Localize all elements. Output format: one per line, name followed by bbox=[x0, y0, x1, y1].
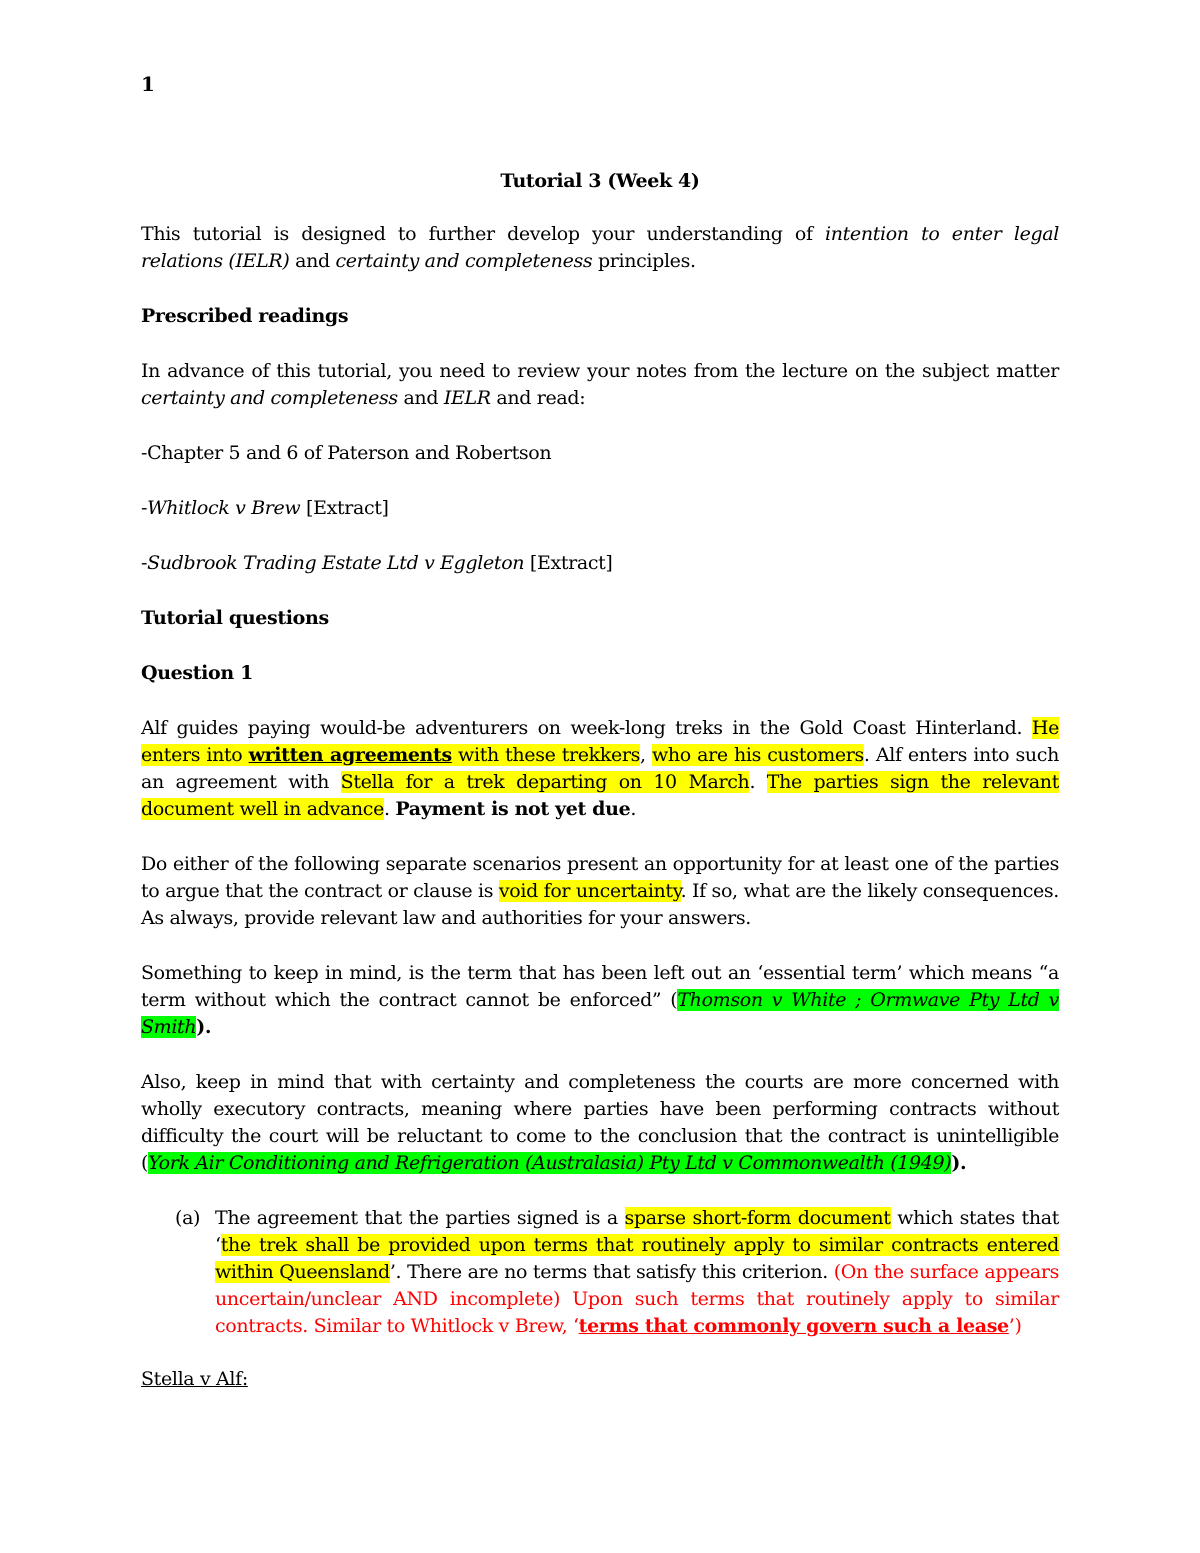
intro-text: This tutorial is designed to further develop your understanding of bbox=[141, 223, 826, 245]
reading-item-3 bbox=[141, 550, 1059, 577]
intro-text: and bbox=[289, 250, 336, 272]
document-body bbox=[141, 168, 1059, 1421]
readings-paragraph bbox=[141, 358, 1059, 412]
scenario-annotation-quote: terms that commonly govern such a lease bbox=[578, 1315, 1009, 1337]
readings-text: and read: bbox=[490, 387, 586, 409]
facts-highlight: with these trekkers bbox=[451, 744, 641, 766]
keep-in-mind-executory bbox=[141, 1069, 1059, 1177]
facts-highlight: He enters into bbox=[141, 717, 1059, 766]
question-1-task bbox=[141, 851, 1059, 932]
facts-text: . Alf enters into such an agreement with bbox=[141, 744, 1059, 793]
note-text: ). bbox=[196, 1016, 212, 1038]
facts-text: , bbox=[640, 744, 652, 766]
intro-paragraph bbox=[141, 221, 1059, 275]
task-highlight: void for uncertainty bbox=[498, 880, 681, 902]
reading-extract: [Extract] bbox=[300, 497, 389, 519]
readings-heading: Prescribed readings bbox=[141, 305, 349, 327]
scenario-highlight: sparse short-form document bbox=[624, 1207, 891, 1229]
reading-dash: - bbox=[141, 497, 148, 519]
task-text: Do either of the following separate scenarios present an opportunity for at least one of the parties to argue that the contract or clause is bbox=[141, 853, 1059, 902]
scenario-highlight: the trek shall be provided upon terms that routinely apply to similar contracts entered within Queensland bbox=[215, 1234, 1059, 1283]
reading-item-1: -Chapter 5 and 6 of Paterson and Robertson bbox=[141, 442, 552, 464]
page-number: 1 bbox=[141, 72, 155, 96]
intro-ielr: intention to enter legal relations (IELR) bbox=[141, 223, 1059, 272]
reading-item-2 bbox=[141, 495, 1059, 522]
reading-extract: [Extract] bbox=[524, 552, 613, 574]
note-case-highlight: York Air Conditioning and Refrigeration (Australasia) Pty Ltd v Commonwealth (1949) bbox=[148, 1152, 952, 1174]
facts-highlight: The parties sign the relevant document well in advance bbox=[141, 771, 1059, 820]
readings-certainty: certainty and completeness bbox=[141, 387, 398, 409]
scenario-text: which states that ‘ bbox=[215, 1207, 1059, 1256]
facts-highlight: who are his customers bbox=[651, 744, 864, 766]
note-text: ). bbox=[951, 1152, 967, 1174]
scenario-text: ’. There are no terms that satisfy this criterion. bbox=[389, 1261, 834, 1283]
facts-text: Alf guides paying would-be adventurers on week-long treks in the Gold Coast Hinterland. bbox=[141, 717, 1032, 739]
facts-text: . bbox=[383, 798, 396, 820]
scenario-a bbox=[141, 1205, 1059, 1340]
readings-ielr: IELR bbox=[443, 387, 491, 409]
question-1-facts bbox=[141, 715, 1059, 823]
keep-in-mind-essential-term bbox=[141, 960, 1059, 1041]
stella-v-alf-heading: Stella v Alf: bbox=[141, 1368, 248, 1390]
facts-written-agreements: written agreements bbox=[248, 744, 452, 766]
facts-text: . bbox=[749, 771, 767, 793]
reading-dash: - bbox=[141, 552, 148, 574]
reading-case-name: Sudbrook Trading Estate Ltd v Eggleton bbox=[147, 552, 525, 574]
intro-certainty: certainty and completeness bbox=[335, 250, 593, 272]
scenario-text: The agreement that the parties signed is a bbox=[215, 1207, 625, 1229]
facts-text: . bbox=[630, 798, 637, 820]
facts-highlight: Stella for a trek departing on 10 March bbox=[340, 771, 750, 793]
page-title: Tutorial 3 (Week 4) bbox=[500, 170, 700, 192]
reading-case-name: Whitlock v Brew bbox=[147, 497, 301, 519]
intro-text: principles. bbox=[592, 250, 696, 272]
readings-text: In advance of this tutorial, you need to review your notes from the lecture on the subject matter bbox=[141, 360, 1059, 382]
scenario-annotation: ’) bbox=[1008, 1315, 1022, 1337]
note-text: Also, keep in mind that with certainty and completeness the courts are more concerned with wholly executory contracts, meaning where parties have been performing contracts without difficulty the court will be reluctant to come to the conclusion that the contract is unintelligible ( bbox=[141, 1071, 1059, 1174]
note-text: Something to keep in mind, is the term that has been left out an ‘essential term’ which means “a term without which the contract cannot be enforced” ( bbox=[141, 962, 1059, 1011]
task-text: . If so, what are the likely consequences. As always, provide relevant law and authorities for your answers. bbox=[141, 880, 1059, 929]
facts-payment: Payment is not yet due bbox=[395, 798, 631, 820]
readings-text: and bbox=[397, 387, 444, 409]
note-case-highlight: Thomson v White ; Ormwave Pty Ltd v Smith bbox=[141, 989, 1059, 1038]
scenario-label: (a) bbox=[175, 1207, 201, 1229]
question-1-heading: Question 1 bbox=[141, 662, 253, 684]
scenario-annotation: (On the surface appears uncertain/unclear AND incomplete) Upon such terms that routinely apply to similar contracts. Similar to Whitlock v Brew, ‘ bbox=[215, 1261, 1059, 1337]
questions-heading: Tutorial questions bbox=[141, 607, 329, 629]
